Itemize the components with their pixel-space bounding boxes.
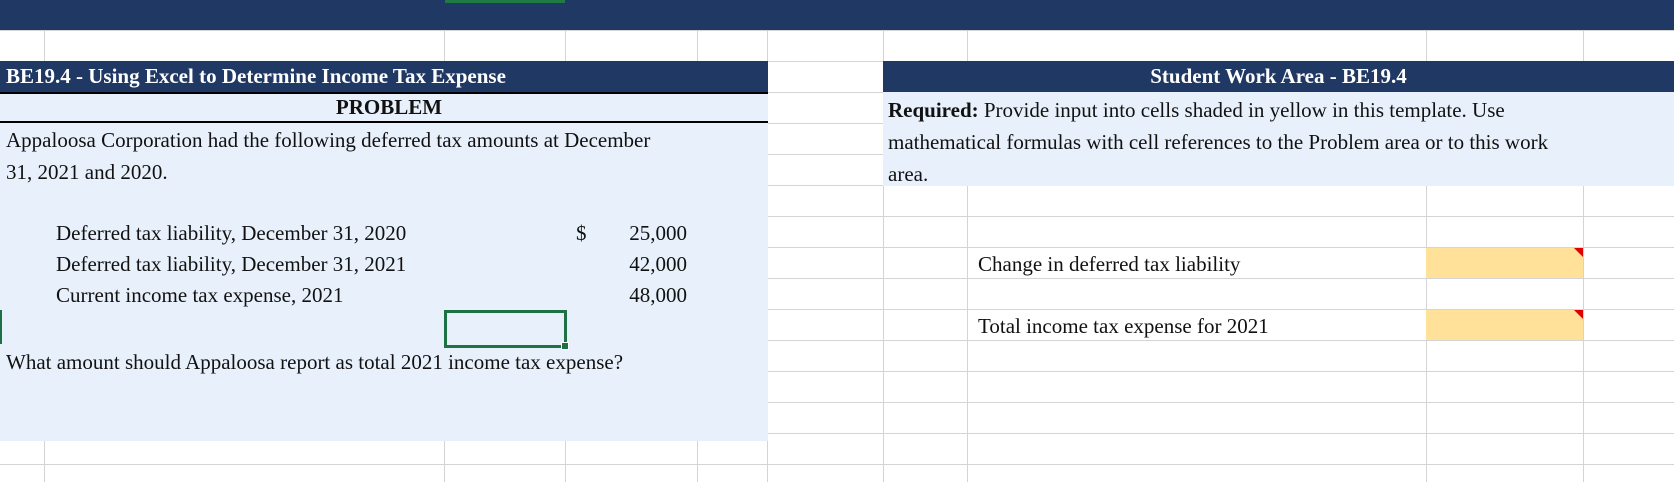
item-label-dtl-2020[interactable]: Deferred tax liability, December 31, 2020 [56, 221, 407, 245]
fill-handle[interactable] [561, 342, 569, 350]
problem-title[interactable]: BE19.4 - Using Excel to Determine Income Tax Expense [0, 61, 768, 92]
comment-indicator-icon[interactable] [1574, 248, 1583, 257]
item-value-current-tax[interactable]: 48,000 [629, 283, 687, 307]
item-label-dtl-2021[interactable]: Deferred tax liability, December 31, 2021 [56, 252, 407, 276]
column-selection-indicator [445, 0, 565, 3]
change-dtl-input-cell[interactable] [1426, 248, 1583, 278]
row-selection-indicator [0, 310, 2, 344]
required-label: Required: [888, 98, 979, 122]
work-area-title[interactable]: Student Work Area - BE19.4 [1150, 64, 1407, 88]
item-label-current-tax[interactable]: Current income tax expense, 2021 [56, 283, 344, 307]
item-currency-symbol: $ [576, 221, 587, 245]
total-tax-expense-input-cell[interactable] [1426, 310, 1583, 340]
required-line-2: mathematical formulas with cell references to the Problem area or to this work [888, 130, 1549, 154]
comment-indicator-icon[interactable] [1574, 310, 1583, 319]
problem-heading[interactable]: PROBLEM [0, 92, 768, 123]
problem-intro-line-2: 31, 2021 and 2020. [6, 160, 168, 184]
item-value-dtl-2021[interactable]: 42,000 [629, 252, 687, 276]
problem-intro[interactable] [6, 124, 766, 188]
problem-intro-line-1: Appaloosa Corporation had the following deferred tax amounts at December [6, 128, 651, 152]
required-instructions[interactable] [888, 94, 1668, 190]
change-dtl-label[interactable]: Change in deferred tax liability [978, 252, 1241, 276]
top-header-band [0, 0, 1674, 30]
active-cell-selection[interactable] [444, 310, 567, 348]
required-line-3: area. [888, 162, 929, 186]
required-line-1 [888, 94, 1668, 126]
problem-question[interactable]: What amount should Appaloosa report as total 2021 income tax expense? [6, 350, 624, 374]
item-value-dtl-2020[interactable]: 25,000 [629, 221, 687, 245]
required-text-1: Provide input into cells shaded in yellow in this template. Use [978, 98, 1505, 122]
total-tax-expense-label[interactable]: Total income tax expense for 2021 [978, 314, 1269, 338]
